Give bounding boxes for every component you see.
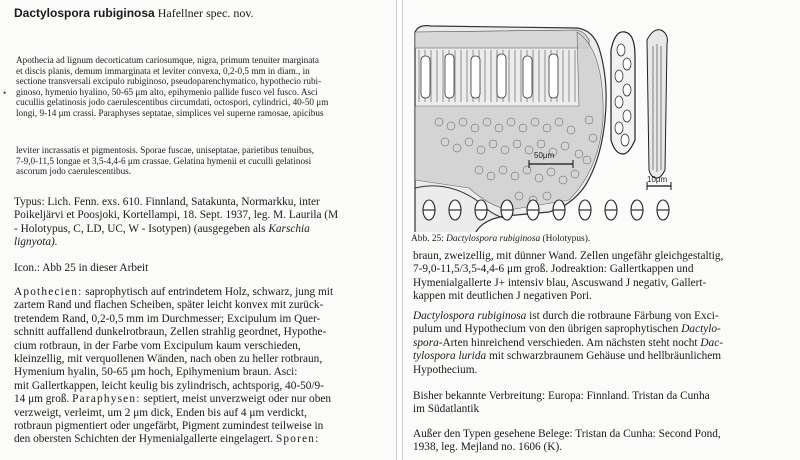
paraphysen-label: Paraphysen:: [72, 393, 141, 406]
scale-label-50: 50μm: [534, 151, 555, 160]
spore-3: [475, 200, 487, 220]
right-page: [402, 0, 800, 460]
spore-continuation: [413, 250, 793, 304]
typus-line: Poikeljärvi et Poosjoki, Kortellampi, 18. Sept. 1937, leg. M. Laurila (M: [14, 209, 339, 222]
comparison-taxon: spora: [413, 336, 439, 349]
spore-1: [423, 200, 435, 220]
taxon-author: Hafellner spec. nov.: [157, 6, 254, 20]
description-line: saprophytisch auf entrindetem Holz, schwarz, jung mit: [85, 286, 334, 298]
scale-bar-10: [647, 175, 671, 190]
latin-diagnosis-part1: [16, 55, 328, 119]
spore-7: [579, 200, 591, 220]
comparison-taxon: Dactylo-: [681, 323, 721, 336]
margin-mark: •: [3, 88, 7, 98]
left-page: [0, 0, 397, 460]
continuation-line: 7-9,0-11,5/3,5-4,4-6 μm groß. Jodreaktion: Gallertkappen und: [413, 263, 694, 276]
description-line: schnitt auffallend dunkelrotbraun, Zellen strahlig geordnet, Hypothe-: [14, 326, 327, 339]
comparison-text: Hypothecium.: [413, 363, 478, 376]
specimens-line: 1938, leg. Mejland no. 1606 (K).: [413, 441, 563, 454]
latin-line: sectione transversali excipulo rubiginoso, pseudoparenchymatico, hypothecio rubi-: [16, 76, 322, 87]
description-line: rotbraun pigmentiert oder ungefärbt, Pigment zumindest teilweise in: [14, 420, 324, 433]
caption-suffix: (Holotypus).: [542, 234, 591, 244]
spore-8: [605, 200, 617, 220]
apothecium-section-drawing: [415, 26, 606, 232]
spore-6: [553, 200, 565, 220]
comparison-text: pulum und Hypothecium von den übrigen saprophytischen: [413, 323, 679, 336]
latin-line: leviter incrassatis et pigmentosis. Sporae fuscae, uniseptatae, parietibus tenuibus,: [16, 145, 315, 155]
sporen-label: Sporen:: [275, 433, 320, 446]
distribution-paragraph: [413, 390, 793, 417]
comparison-taxon: Dac-: [700, 336, 723, 349]
latin-line: 7-9,0-11,5 longae et 3,5-4,4-6 μm crassae. Gelatina hymenii et cuculli gelatinosi: [16, 155, 312, 166]
caption-prefix: Abb. 25:: [411, 234, 444, 244]
description-line: septiert, meist unverzweigt oder nur oben: [143, 393, 332, 406]
caption-taxon: Dactylospora rubiginosa: [446, 234, 541, 244]
typus-italic-name: Karschia: [268, 222, 310, 235]
comparison-text: mit schwarzbraunem Gehäuse und hellbräunlichem: [488, 350, 722, 363]
specimens-paragraph: [413, 428, 793, 455]
typus-label: Typus:: [14, 196, 45, 208]
spore-10: [657, 200, 669, 220]
comparison-paragraph: [413, 310, 793, 377]
distribution-line: Bisher bekannte Verbreitung: Europa: Finnland. Tristan da Cunha: [413, 390, 710, 402]
typus-line: Lich. Fenn. exs. 610. Finnland, Satakunta, Normarkku, inter: [47, 196, 320, 208]
scale-label-10: 10μm: [647, 175, 668, 184]
comparison-taxon: tylospora lurida: [413, 350, 487, 363]
latin-diagnosis-part2: [16, 145, 314, 177]
spore-9: [631, 200, 643, 220]
typus-line: - Holotypus, C, LD, UC, W - Isotypen) (ausgegeben als: [14, 222, 266, 235]
description-line: kleinzellig, mit verquollenen Wänden, nach oben zu heller rotbraun,: [14, 353, 323, 366]
description-line: 14 μm groß.: [14, 393, 70, 406]
latin-line: et discis planis, demum immarginata et leviter convexa, 0,2-0,5 mm in diam., in: [16, 65, 310, 76]
paraphysis-drawing: [647, 30, 667, 178]
specimens-line: Außer den Typen gesehene Belege: Tristan da Cunha: Second Pond,: [413, 428, 721, 440]
typus-line: lignyota).: [14, 236, 58, 249]
latin-line: ginoso, hymenio hyalino, 50-65 μm alto, epihymenio pallide fusco vel fusco. Asci: [16, 86, 318, 97]
description-line: tretendem Rand, 0,2-0,5 mm im Durchmesser; Excipulum im Quer-: [14, 312, 321, 325]
description-line: mit Gallertkappen, leicht keulig bis zylindrisch, achtsporig, 40-50/9-: [14, 379, 324, 392]
latin-line: Apothecia ad lignum decorticatum cariosumque, nigra, primum tenuiter marginata: [16, 55, 319, 65]
description-line: den obersten Schichten der Hymenialgallerte eingelagert.: [14, 433, 274, 446]
spore-4: [501, 200, 513, 220]
taxon-name: Dactylospora rubiginosa: [14, 6, 155, 20]
continuation-line: braun, zweizellig, mit dünner Wand. Zellen ungefähr gleichgestaltig,: [413, 250, 724, 262]
illustration-figure: [409, 10, 793, 232]
description-line: Hymenium hyalin, 50-65 μm hoch, Epihymenium braun. Asci:: [14, 366, 298, 379]
typus-paragraph: [14, 196, 338, 250]
species-heading: [14, 6, 254, 21]
continuation-line: kappen mit deutlichen J negativen Pori.: [413, 290, 592, 303]
latin-line: longi, 9-14 μm crassi. Paraphyses septatae, simplices vel superne ramosae, apicibus: [16, 107, 324, 118]
comparison-text: ist durch die rotbraune Färbung von Exci-: [529, 310, 719, 322]
spore-2: [449, 200, 461, 220]
ascus-drawing: [611, 32, 635, 154]
description-line: verzweigt, verleimt, um 2 μm dick, Enden bis auf 4 μm verdickt,: [14, 406, 307, 419]
icon-reference: [14, 262, 148, 275]
continuation-line: Hymenialgallerte J+ intensiv blau, Ascuswand J negativ, Gallert-: [413, 276, 707, 289]
description-line: zartem Rand und flachen Scheiben, später leicht konvex mit zurück-: [14, 299, 324, 312]
latin-line: ascorum jodo caerulescentibus.: [16, 166, 132, 177]
description-paragraph: [14, 286, 333, 447]
figure-caption: [411, 234, 590, 244]
spore-5: [527, 200, 539, 220]
comparison-taxon: Dactylospora rubiginosa: [413, 310, 527, 322]
description-line: cium rotbraun, in der Farbe vom Excipulum kaum verschieden,: [14, 339, 301, 352]
distribution-line: im Südatlantik: [413, 403, 480, 416]
icon-reference-text: Icon.: Abb 25 in dieser Arbeit: [14, 262, 149, 274]
comparison-text: -Arten hinreichend verschieden. Am nächsten steht nocht: [438, 336, 698, 349]
apothecien-label: Apothecien:: [14, 286, 83, 298]
latin-line: cucullis gelatinosis jodo caerulescentibus circumdati, octospori, cylindrici, 40-50 μm: [16, 97, 329, 108]
